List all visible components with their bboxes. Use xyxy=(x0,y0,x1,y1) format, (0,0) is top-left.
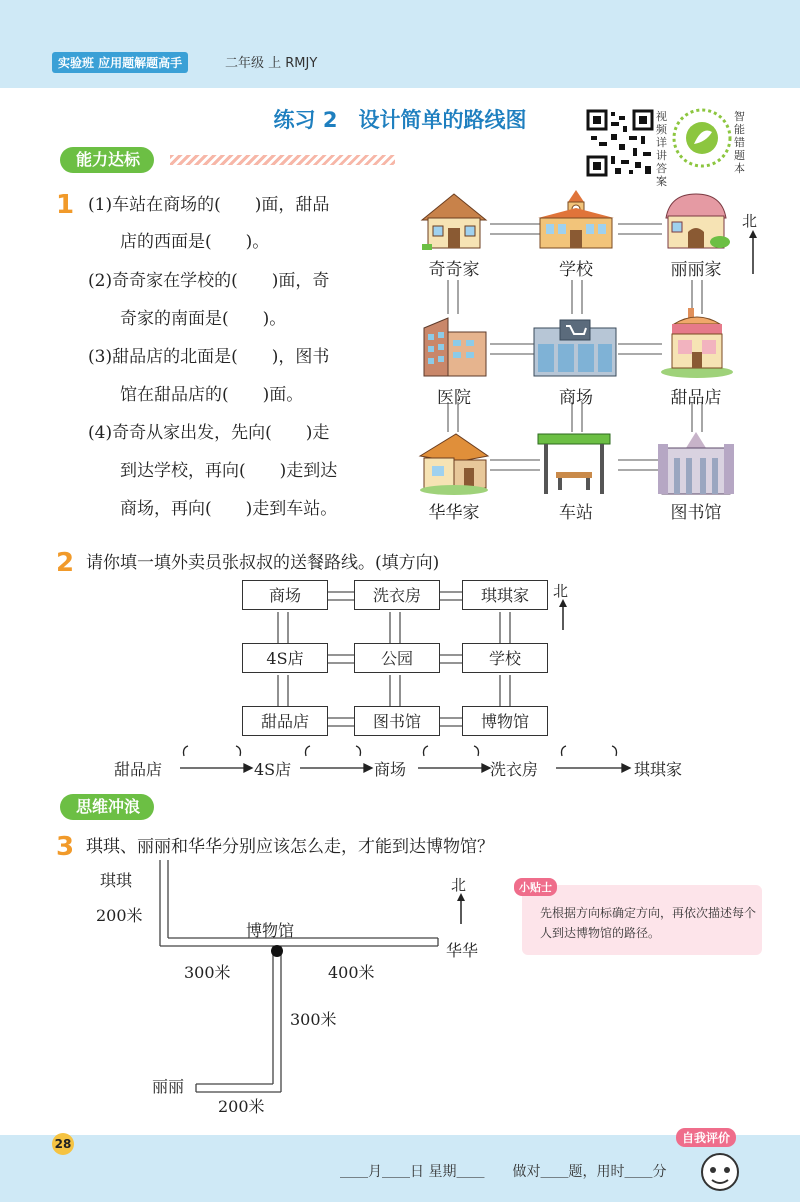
bus-stop-icon xyxy=(536,432,612,496)
distance-left: 300米 xyxy=(184,963,231,982)
header-band xyxy=(0,0,800,88)
question-number-2: 2 xyxy=(56,548,75,578)
self-evaluation-tag: 自我评价 xyxy=(676,1128,736,1147)
section-tag-thinking: 思维冲浪 xyxy=(60,794,154,820)
house-icon xyxy=(418,190,490,252)
map-label-hospital: 医院 xyxy=(437,388,471,408)
mall-icon xyxy=(532,318,618,378)
distance-lili: 200米 xyxy=(218,1097,265,1116)
question-number-3: 3 xyxy=(56,832,75,862)
label-huahua: 华华 xyxy=(446,941,479,960)
route-arrows xyxy=(176,744,636,776)
dessert-shop-icon xyxy=(660,306,734,378)
footer-record-line: ＿＿月＿＿日 星期＿＿ 做对＿＿题，用时＿＿分 xyxy=(340,1164,667,1180)
leaf-logo-icon xyxy=(672,106,732,170)
q1-line-7: (4)奇奇从家出发，先向( )走 xyxy=(88,423,330,443)
north-label: 北 xyxy=(742,212,758,230)
map-label-library: 图书馆 xyxy=(670,503,722,523)
north-arrow-icon xyxy=(746,228,760,276)
logo-caption: 智能错题本 xyxy=(734,110,745,175)
route-stop-3: 商场 xyxy=(374,760,407,779)
north-arrow-icon xyxy=(556,598,570,632)
map-label-huahua-home: 华华家 xyxy=(428,503,480,523)
page-title: 练习 2 设计简单的路线图 xyxy=(273,108,527,132)
map-label-qiqi-home: 奇奇家 xyxy=(428,260,480,280)
grid-box-4s-shop: 4S店 xyxy=(242,643,328,673)
lili-home-icon xyxy=(660,188,732,252)
school-icon xyxy=(534,188,618,252)
q1-line-4: 奇家的南面是( )。 xyxy=(120,309,287,329)
section-stripe xyxy=(170,155,395,165)
route-stop-2: 4S店 xyxy=(254,760,292,779)
series-tag: 实验班 应用题解题高手 xyxy=(52,52,188,73)
huahua-home-icon xyxy=(416,430,492,496)
route-stop-5: 琪琪家 xyxy=(634,760,683,779)
grid-box-library: 图书馆 xyxy=(354,706,440,736)
grid-box-mall: 商场 xyxy=(242,580,328,610)
distance-qiqi: 200米 xyxy=(96,906,143,925)
distance-down: 300米 xyxy=(290,1010,337,1029)
q3-prompt: 琪琪、丽丽和华华分别应该怎么走，才能到达博物馆？ xyxy=(86,837,494,857)
grade-label: 二年级 上 RMJY xyxy=(225,56,318,71)
north-label: 北 xyxy=(451,876,467,894)
label-qiqi: 琪琪 xyxy=(100,871,133,890)
q1-line-6: 馆在甜品店的( )面。 xyxy=(120,385,304,405)
route-stop-4: 洗衣房 xyxy=(490,760,539,779)
q2-prompt: 请你填一填外卖员张叔叔的送餐路线。(填方向) xyxy=(86,553,440,573)
label-museum: 博物馆 xyxy=(246,921,295,940)
tip-text: 先根据方向标确定方向，再依次描述每个人到达博物馆的路径。 xyxy=(540,906,757,940)
map-label-dessert-shop: 甜品店 xyxy=(670,388,722,408)
q1-line-8: 到达学校，再向( )走到达 xyxy=(120,461,338,481)
map-label-bus-stop: 车站 xyxy=(559,503,593,523)
q1-line-9: 商场，再向( )走到车站。 xyxy=(120,499,338,519)
museum-dot xyxy=(271,945,283,957)
label-lili: 丽丽 xyxy=(152,1077,185,1096)
library-icon xyxy=(656,430,736,496)
q1-line-1: (1)车站在商场的( )面，甜品 xyxy=(88,195,330,215)
grid-box-museum: 博物馆 xyxy=(462,706,548,736)
qr-caption: 视频详讲答案 xyxy=(656,110,667,188)
hospital-icon xyxy=(420,314,490,380)
question-number-1: 1 xyxy=(56,190,75,220)
tip-tag: 小贴士 xyxy=(514,878,557,896)
north-arrow-icon xyxy=(454,892,468,926)
grid-box-park: 公园 xyxy=(354,643,440,673)
map-label-school: 学校 xyxy=(559,260,593,280)
north-label: 北 xyxy=(553,582,569,600)
q1-line-2: 店的西面是( )。 xyxy=(120,232,270,252)
grid-box-dessert-shop: 甜品店 xyxy=(242,706,328,736)
grid-box-qiqi-home: 琪琪家 xyxy=(462,580,548,610)
grid-box-school: 学校 xyxy=(462,643,548,673)
route-stop-1: 甜品店 xyxy=(114,760,163,779)
distance-right: 400米 xyxy=(328,963,375,982)
map-label-mall: 商场 xyxy=(559,388,593,408)
qr-code-icon xyxy=(585,108,655,178)
section-tag-ability: 能力达标 xyxy=(60,147,154,173)
q1-line-5: (3)甜品店的北面是( )，图书 xyxy=(88,347,330,367)
mascot-icon xyxy=(698,1150,742,1194)
q1-line-3: (2)奇奇家在学校的( )面，奇 xyxy=(88,271,330,291)
grid-box-laundry: 洗衣房 xyxy=(354,580,440,610)
page-number: 28 xyxy=(52,1133,74,1155)
map-label-lili-home: 丽丽家 xyxy=(670,260,722,280)
